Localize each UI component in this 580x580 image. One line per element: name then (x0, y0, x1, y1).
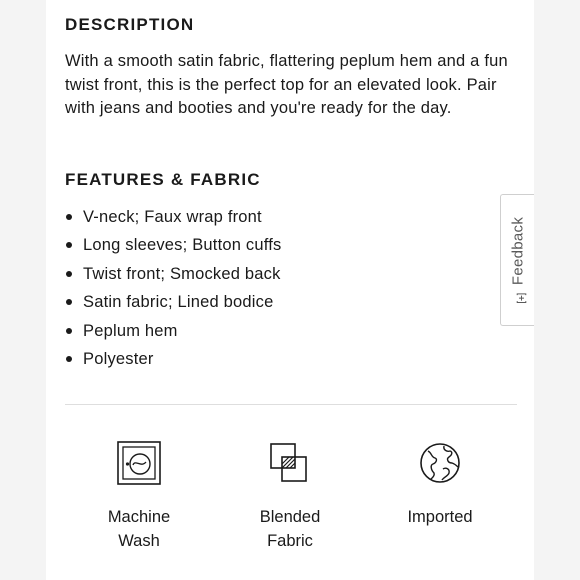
feature-item (65, 345, 281, 373)
feature-item-label: V-neck; Faux wrap front (83, 208, 262, 226)
feature-item (65, 203, 281, 231)
feedback-label: Feedback (509, 216, 526, 286)
feature-item-label: Polyester (83, 349, 154, 368)
care-item-imported (370, 440, 510, 529)
care-item-machine-wash (69, 440, 209, 553)
care-item-blended-fabric (220, 440, 360, 553)
features-list (65, 203, 281, 373)
bullet-icon (66, 214, 72, 220)
description-text: With a smooth satin fabric, flattering peplum hem and a fun twist front, this is the perfect top for an elevated look. Pair with jeans and booties and you're ready for the day. (65, 52, 508, 117)
product-details-panel (46, 0, 534, 580)
globe-icon (417, 440, 463, 486)
feedback-tab-button[interactable] (500, 194, 534, 326)
bullet-icon (66, 242, 72, 248)
feedback-tab-inner (509, 217, 526, 303)
care-label: Machine Wash (107, 508, 171, 550)
bullet-icon (66, 356, 72, 362)
features-heading: FEATURES & FABRIC (65, 170, 261, 189)
feature-item (65, 260, 281, 288)
care-label: Imported (407, 508, 473, 526)
feature-item (65, 231, 281, 259)
feature-item-label: Peplum hem (83, 321, 178, 340)
care-label: Blended Fabric (259, 508, 321, 550)
feature-item-label: Twist front; Smocked back (83, 264, 281, 283)
description-heading: DESCRIPTION (65, 15, 195, 34)
bullet-icon (66, 328, 72, 334)
bullet-icon (66, 299, 72, 305)
blended-fabric-icon (267, 440, 313, 486)
feature-item-label: Long sleeves; Button cuffs (83, 236, 282, 255)
feature-item (65, 317, 281, 345)
washing-machine-icon (116, 440, 162, 486)
feature-item (65, 288, 281, 316)
bullet-icon (66, 271, 72, 277)
feature-item-label: Satin fabric; Lined bodice (83, 293, 274, 312)
section-divider (65, 404, 517, 405)
feedback-plus-icon (513, 293, 523, 303)
